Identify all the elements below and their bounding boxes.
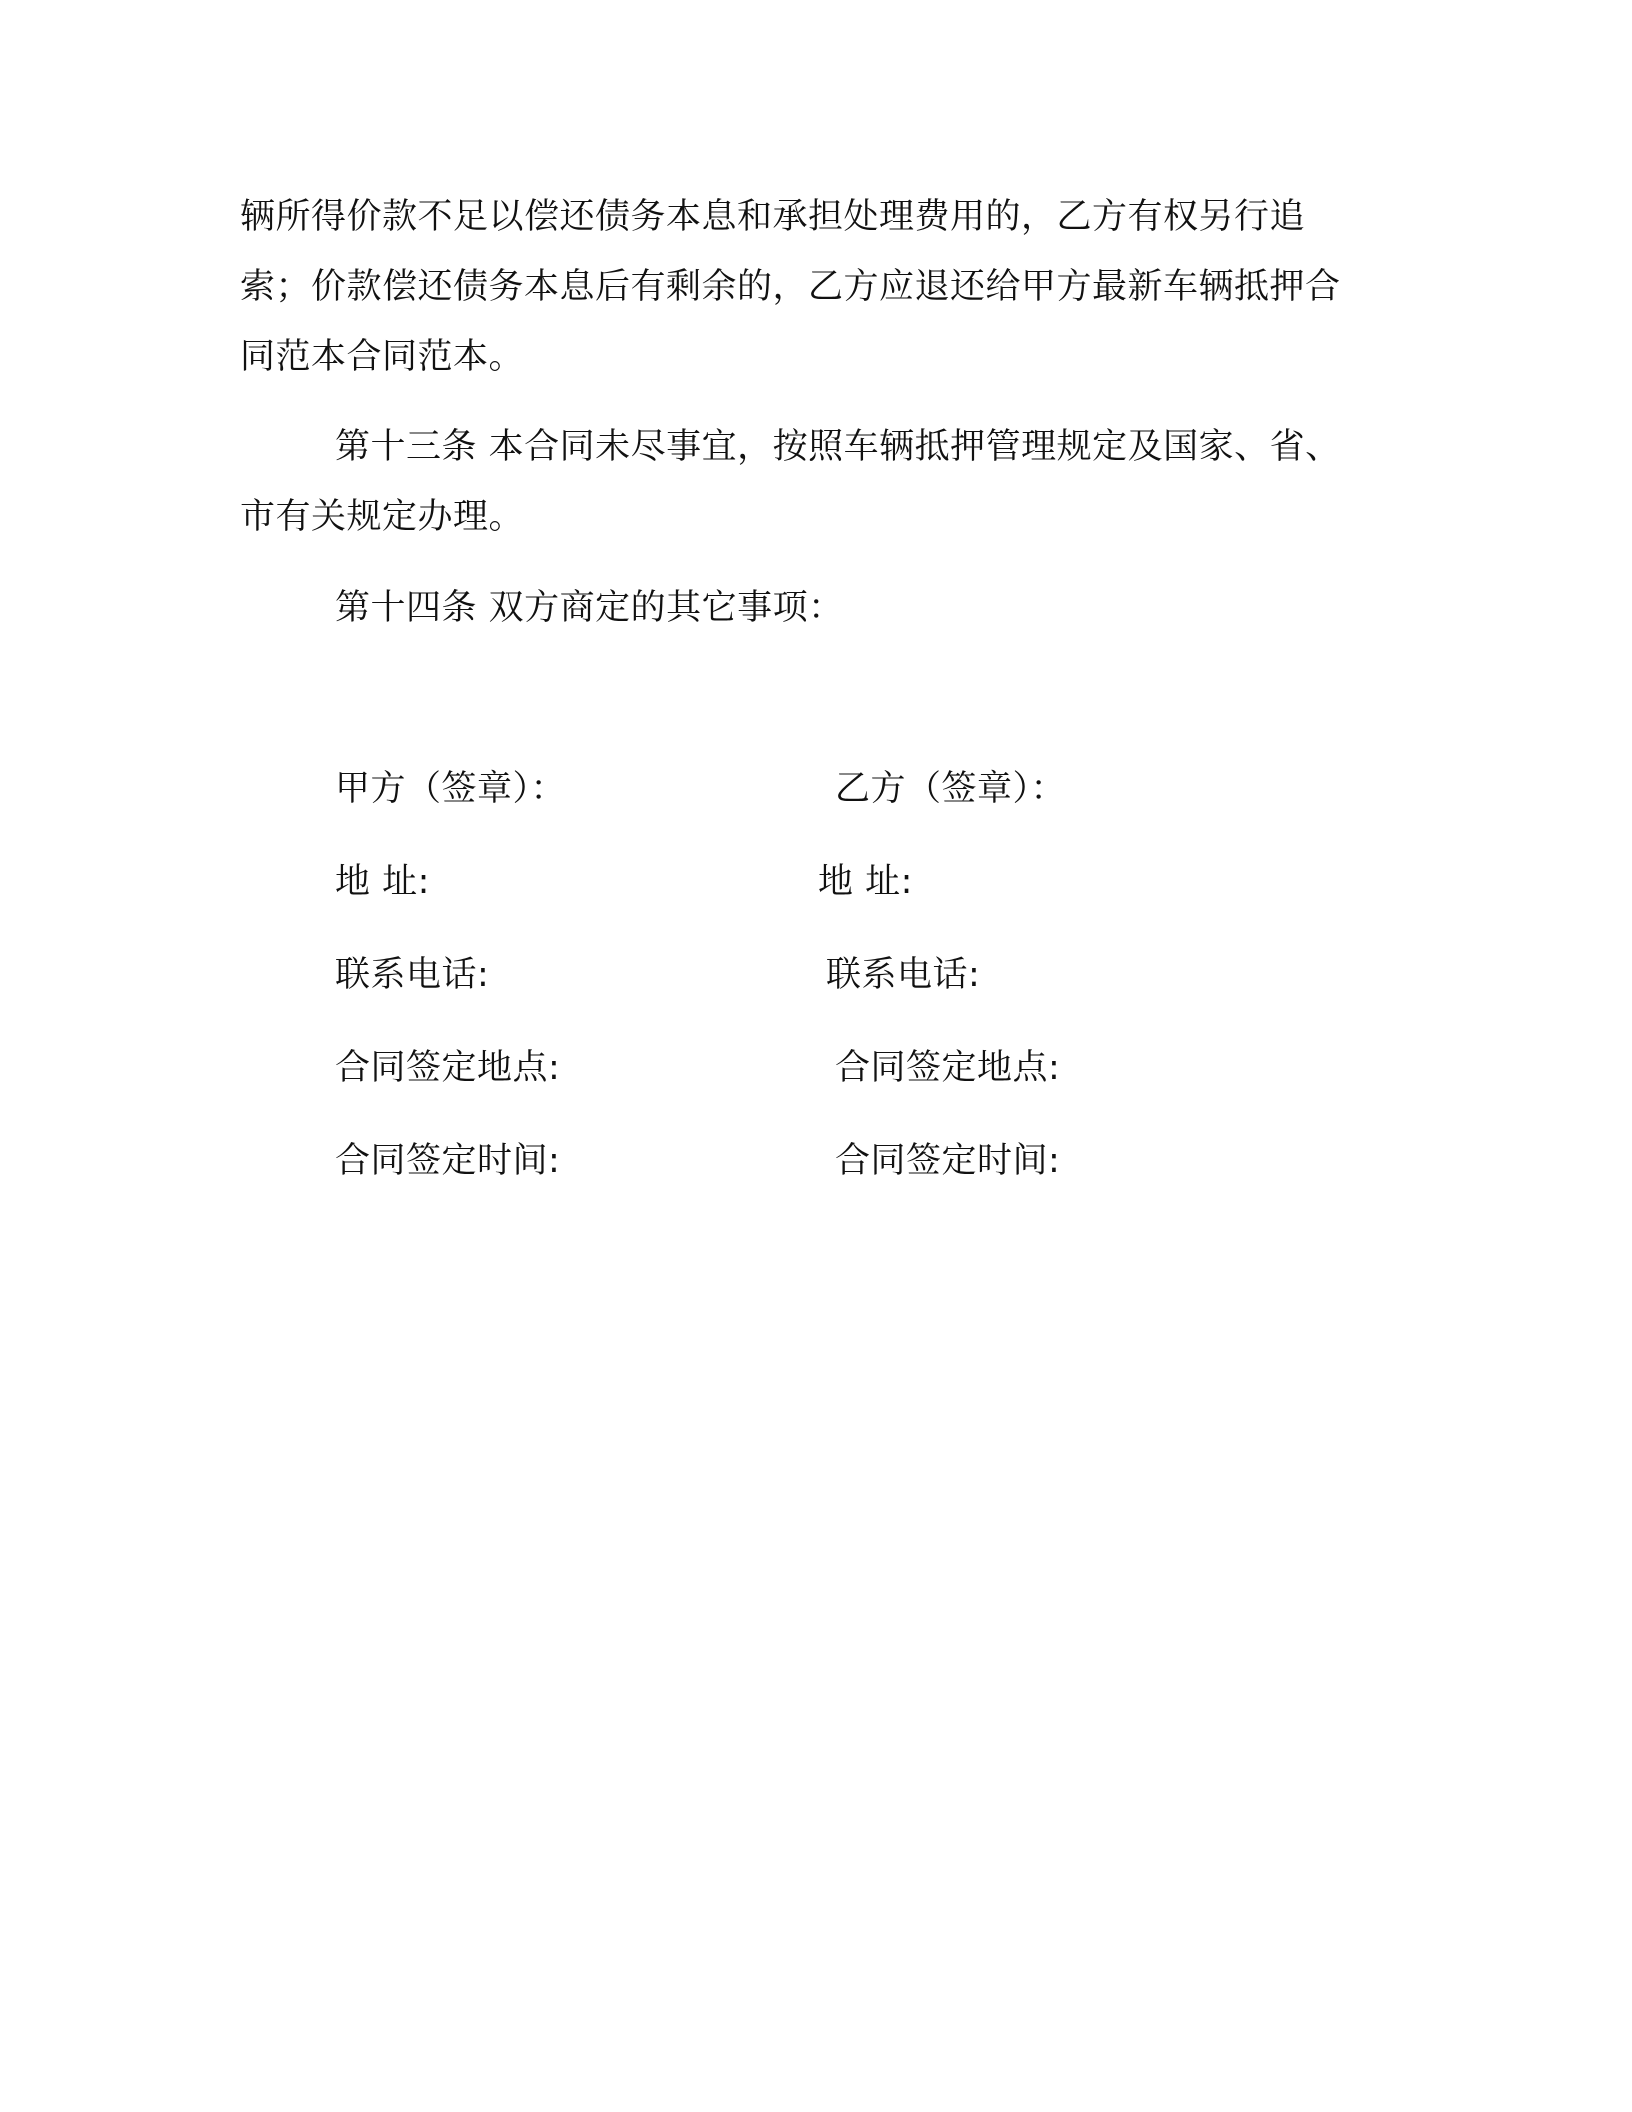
paragraph-article-14: 第十四条 双方商定的其它事项： bbox=[335, 588, 844, 628]
party-a-phone-label: 联系电话: bbox=[335, 955, 490, 995]
party-a-time-label: 合同签定时间: bbox=[335, 1141, 561, 1181]
party-b-phone-label: 联系电话: bbox=[826, 955, 981, 995]
party-a-address-label: 地 址: bbox=[335, 862, 430, 902]
party-a-seal-label: 甲方（签章）： bbox=[335, 769, 567, 809]
party-a-place-label: 合同签定地点: bbox=[335, 1048, 561, 1088]
party-b-address-label: 地 址: bbox=[818, 862, 913, 902]
party-b-place-label: 合同签定地点: bbox=[835, 1048, 1061, 1088]
paragraph-continuation: 辆所得价款不足以偿还债务本息和承担处理费用的，乙方有权另行追索；价款偿还债务本息后有剩余的，乙方应退还给甲方最新车辆抵押合同范本合同范本。 bbox=[240, 197, 1341, 377]
party-b-seal-label: 乙方（签章）： bbox=[835, 769, 1067, 809]
party-b-time-label: 合同签定时间: bbox=[835, 1141, 1061, 1181]
paragraph-article-13: 第十三条 本合同未尽事宜，按照车辆抵押管理规定及国家、省、市有关规定办理。 bbox=[240, 427, 1341, 537]
